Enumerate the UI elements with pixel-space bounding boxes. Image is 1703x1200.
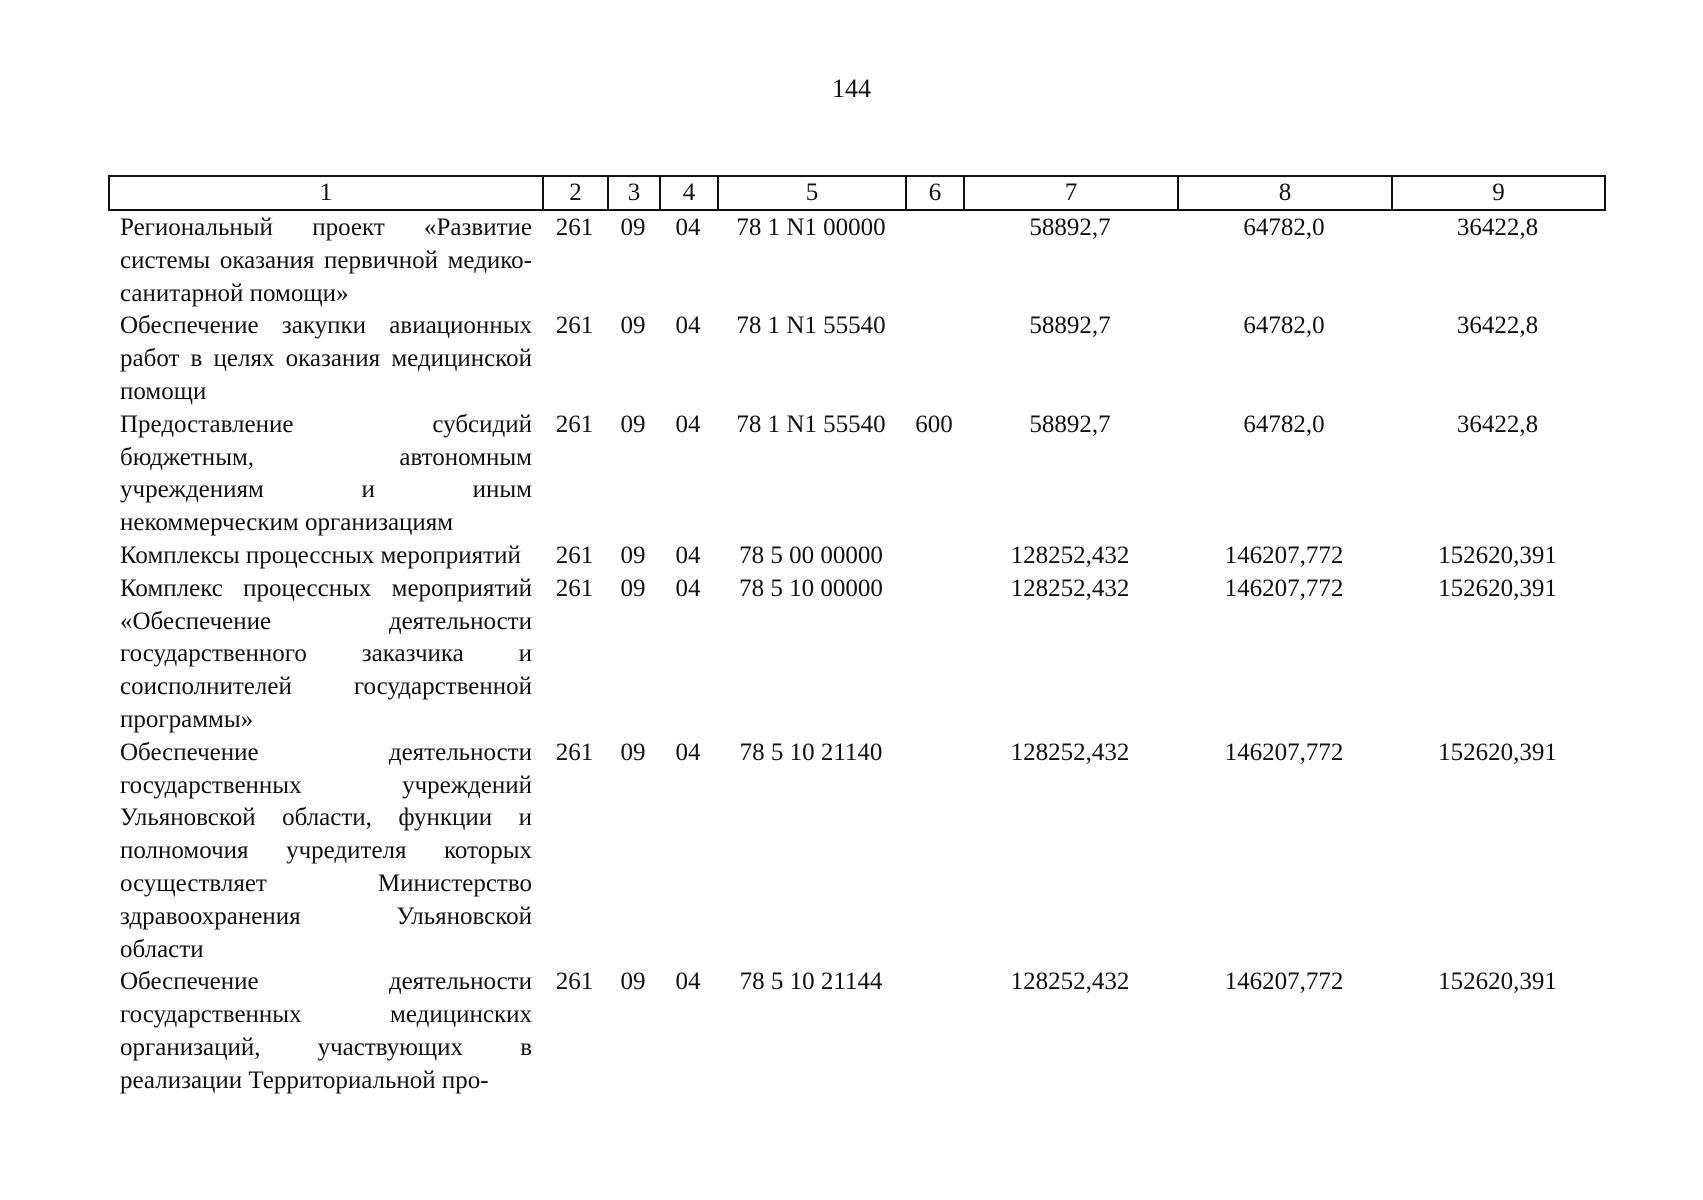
row-code-3: 09 — [620, 541, 646, 569]
row-amount-8: 64782,0 — [1243, 410, 1325, 438]
table-row — [108, 310, 1604, 408]
row-code-5: 78 1 N1 00000 — [736, 214, 886, 241]
budget-table-body — [108, 212, 1604, 1098]
table-row — [108, 737, 1604, 967]
row-code-3: 09 — [620, 410, 646, 438]
row-code-4: 04 — [675, 541, 701, 569]
row-amount-8: 64782,0 — [1243, 312, 1325, 340]
column-header-7: 7 — [964, 176, 1178, 210]
row-amount-8: 146207,772 — [1224, 968, 1344, 996]
row-code-4: 04 — [675, 312, 701, 340]
row-code-5: 78 5 10 21144 — [739, 968, 883, 996]
column-header-6: 6 — [906, 176, 964, 210]
row-amount-7: 58892,7 — [1029, 214, 1111, 241]
row-name: Обеспечение закупки авиационных работ в целях оказания медицинской помощи — [120, 312, 532, 405]
row-code-4: 04 — [675, 574, 701, 602]
column-header-2: 2 — [543, 176, 608, 210]
table-row — [108, 966, 1604, 1097]
row-code-3: 09 — [620, 738, 646, 766]
row-code-4: 04 — [675, 214, 701, 241]
column-header-5: 5 — [718, 176, 906, 210]
row-code-4: 04 — [675, 410, 701, 438]
page-number: 144 — [832, 74, 871, 103]
row-code-5: 78 1 N1 55540 — [736, 410, 886, 438]
row-name: Предоставление субсидий бюджетным, автономным учреждениям и иным некоммерческим организациям — [120, 410, 532, 537]
row-code-2: 261 — [555, 968, 594, 996]
row-name: Комплексы процессных мероприятий — [120, 541, 521, 569]
row-amount-9: 36422,8 — [1456, 312, 1539, 340]
row-amount-8: 64782,0 — [1243, 214, 1325, 241]
row-amount-9: 152620,391 — [1438, 574, 1557, 602]
row-amount-8: 146207,772 — [1224, 738, 1344, 766]
column-header-4: 4 — [660, 176, 718, 210]
row-code-2: 261 — [555, 738, 594, 766]
row-amount-7: 58892,7 — [1029, 312, 1111, 340]
row-name: Обеспечение деятельности государственных учреждений Ульяновской области, функции и полномочия учредителя которых осуществляет Министерство здравоохранения Ульяновской области — [120, 738, 532, 963]
row-code-3: 09 — [620, 312, 646, 340]
row-code-4: 04 — [675, 968, 701, 996]
column-header-9: 9 — [1392, 176, 1605, 210]
row-amount-7: 128252,432 — [1010, 574, 1130, 602]
row-amount-9: 36422,8 — [1456, 214, 1539, 241]
row-amount-9: 36422,8 — [1456, 410, 1539, 438]
row-name: Региональный проект «Развитие системы оказания первичной медико-санитарной помощи» — [120, 214, 532, 307]
row-code-5: 78 5 10 00000 — [739, 574, 883, 602]
row-code-2: 261 — [555, 410, 594, 438]
row-code-5: 78 1 N1 55540 — [736, 312, 886, 340]
table-row — [108, 540, 1604, 573]
row-amount-9: 152620,391 — [1438, 968, 1557, 996]
row-amount-7: 128252,432 — [1010, 968, 1130, 996]
table-row — [108, 212, 1604, 310]
row-amount-8: 146207,772 — [1224, 574, 1344, 602]
row-code-2: 261 — [555, 574, 594, 602]
row-code-4: 04 — [675, 738, 701, 766]
table-row — [108, 409, 1604, 540]
row-name: Обеспечение деятельности государственных медицинских организаций, участвующих в реализации Территориальной про- — [120, 968, 532, 1094]
row-code-2: 261 — [555, 214, 594, 241]
row-code-5: 78 5 00 00000 — [739, 541, 883, 569]
row-code-3: 09 — [620, 968, 646, 996]
row-code-5: 78 5 10 21140 — [739, 738, 883, 766]
row-amount-7: 58892,7 — [1029, 410, 1111, 438]
row-code-6: 600 — [915, 410, 953, 438]
row-amount-9: 152620,391 — [1438, 541, 1557, 569]
column-header-3: 3 — [608, 176, 660, 210]
row-name: Комплекс процессных мероприятий «Обеспечение деятельности государственного заказчика и соисполнителей государственной программы» — [120, 574, 532, 733]
row-amount-8: 146207,772 — [1224, 541, 1344, 569]
column-header-table — [108, 175, 1606, 211]
row-code-3: 09 — [620, 574, 646, 602]
table-row — [108, 573, 1604, 737]
column-header-8: 8 — [1178, 176, 1392, 210]
row-code-3: 09 — [620, 214, 646, 241]
row-code-2: 261 — [555, 541, 594, 569]
row-code-2: 261 — [555, 312, 594, 340]
row-amount-7: 128252,432 — [1010, 738, 1130, 766]
column-header-1: 1 — [109, 176, 543, 210]
row-amount-9: 152620,391 — [1438, 738, 1557, 766]
column-header-row — [109, 176, 1605, 210]
row-amount-7: 128252,432 — [1010, 541, 1130, 569]
